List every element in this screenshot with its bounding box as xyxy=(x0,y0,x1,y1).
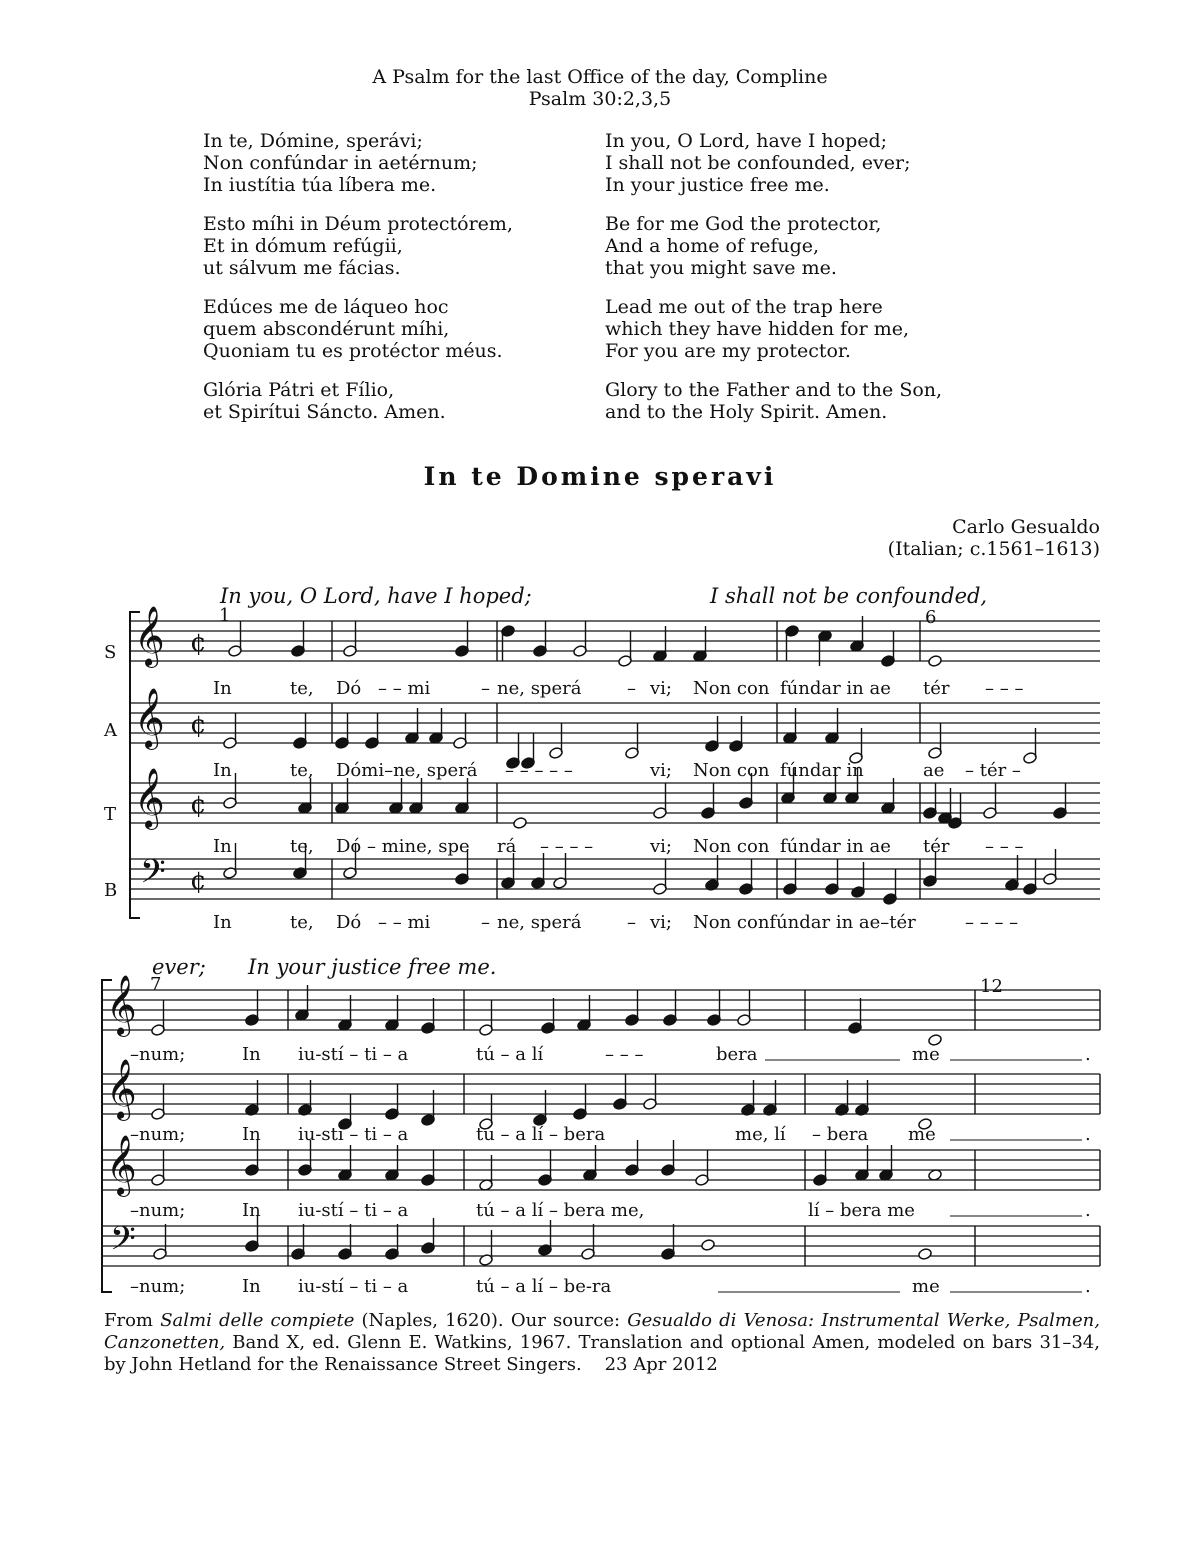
system1-translation-b: I shall not be confounded, xyxy=(710,584,988,608)
note-head xyxy=(701,1239,716,1252)
lyric: – tér – xyxy=(965,760,1021,781)
lyric: tú – a lí xyxy=(476,1044,544,1065)
lyric: bera xyxy=(716,1044,758,1065)
lyric: Dó xyxy=(336,912,362,933)
lyric: fúndar in xyxy=(780,760,864,781)
lyric: –num; xyxy=(130,1200,186,1221)
lyric: – – – – xyxy=(965,912,1019,933)
lyric: – – – xyxy=(985,836,1024,857)
lyric: ne, sperá xyxy=(497,912,582,933)
lyric: vi; xyxy=(650,836,672,857)
lyric: me xyxy=(908,1124,936,1145)
latin-stanza-4: Glória Pátri et Fílio, et Spirítui Sáncto. Amen. xyxy=(203,379,446,423)
lyric: vi; xyxy=(650,912,672,933)
treble-clef-icon: 𝄞 xyxy=(134,768,165,828)
lyric: In xyxy=(242,1200,261,1221)
lyric: –num; xyxy=(130,1044,186,1065)
lyric: te, xyxy=(290,836,314,857)
composer-details: (Italian; c.1561–1613) xyxy=(887,538,1100,560)
system1-bar-number-start: 1 xyxy=(219,605,231,626)
lyric: – – mi xyxy=(378,678,431,699)
english-stanza-1: In you, O Lord, have I hoped; I shall not be confounded, ever; In your justice free me. xyxy=(605,130,911,196)
header-line-1: A Psalm for the last Office of the day, Compline xyxy=(372,66,828,88)
lyric: In xyxy=(213,836,232,857)
lyric: Dó xyxy=(336,678,362,699)
cut-time-icon: ¢ xyxy=(190,790,207,820)
header-line-2: Psalm 30:2,3,5 xyxy=(528,88,672,110)
treble-clef-icon: 𝄞 xyxy=(106,975,137,1035)
system2-bar-number-mid: 12 xyxy=(980,976,1003,997)
lyric: rá xyxy=(497,836,517,857)
lyric: – – – – xyxy=(540,836,594,857)
cut-time-icon: ¢ xyxy=(190,628,207,658)
lyric: – bera xyxy=(812,1124,869,1145)
lyric: In xyxy=(242,1276,261,1297)
lyric: Dó – mine, spe xyxy=(336,836,470,857)
treble-clef-icon: 𝄞 xyxy=(134,688,165,748)
lyric: Non con xyxy=(693,760,770,781)
lyric: – xyxy=(481,678,490,699)
lyric: te, xyxy=(290,760,314,781)
composer-name: Carlo Gesualdo xyxy=(952,516,1100,538)
lyric: me xyxy=(912,1276,940,1297)
system1-translation-a: In you, O Lord, have I hoped; xyxy=(220,584,532,608)
cut-time-icon: ¢ xyxy=(190,866,207,896)
system2-bar-number-start: 7 xyxy=(150,974,162,995)
footer-text-3: Band X, ed. Glenn E. Watkins, 1967. Translation and optional Amen, modeled on bars 31–34, by John Hetland for the Renaissance Street Singers. xyxy=(104,1332,1100,1375)
lyric: In xyxy=(213,678,232,699)
treble-clef-icon: 𝄞 xyxy=(106,1059,137,1119)
lyric: –num; xyxy=(130,1276,186,1297)
lyric: – xyxy=(627,912,636,933)
english-stanza-3: Lead me out of the trap here which they have hidden for me, For you are my protector. xyxy=(605,296,910,362)
note-head xyxy=(513,817,528,830)
latin-stanza-3: Edúces me de láqueo hoc quem abscondérunt míhi, Quoniam tu es protéctor méus. xyxy=(203,296,503,362)
voice-label-soprano: S xyxy=(104,642,117,663)
cut-time-icon: ¢ xyxy=(190,710,207,740)
lyric: . xyxy=(1085,1044,1091,1065)
lyric: te, xyxy=(290,678,314,699)
english-stanza-2: Be for me God the protector, And a home of refuge, that you might save me. xyxy=(605,213,882,279)
voice-label-tenor: T xyxy=(104,804,117,825)
lyric: In xyxy=(213,912,232,933)
lyric: fúndar in ae xyxy=(780,836,891,857)
latin-stanza-2: Esto míhi in Déum protectórem, Et in dómum refúgii, ut sálvum me fácias. xyxy=(203,213,513,279)
lyric: Non con xyxy=(693,836,770,857)
footer-text-1: From xyxy=(104,1310,161,1331)
piece-title: In te Domine speravi xyxy=(423,462,777,491)
lyric: vi; xyxy=(650,760,672,781)
lyric: tér xyxy=(923,678,950,699)
lyric: tér xyxy=(923,836,950,857)
bass-clef-icon: 𝄢 xyxy=(110,1220,136,1266)
lyric: Non confúndar in ae–tér xyxy=(693,912,916,933)
lyric: . xyxy=(1085,1124,1091,1145)
note-head xyxy=(918,1248,933,1261)
treble-clef-icon: 𝄞 xyxy=(106,1135,137,1195)
lyric: lí – bera me xyxy=(808,1200,915,1221)
lyric: tú – a lí – bera xyxy=(476,1124,606,1145)
lyric: Dómi–ne, sperá xyxy=(336,760,478,781)
lyric: iu-stí – ti – a xyxy=(298,1124,409,1145)
voice-label-bass: B xyxy=(104,880,118,901)
system2-translation-a: ever; xyxy=(152,955,206,979)
lyric: iu-stí – ti – a xyxy=(298,1200,409,1221)
lyric: – xyxy=(627,678,636,699)
lyric: vi; xyxy=(650,678,672,699)
lyric: . xyxy=(1085,1200,1091,1221)
lyric: tú – a lí – be-ra xyxy=(476,1276,612,1297)
lyric: – – – xyxy=(605,1044,644,1065)
lyric: . xyxy=(1085,1276,1091,1297)
voice-label-alto: A xyxy=(104,720,117,741)
footer-text-2: (Naples, 1620). Our source: xyxy=(354,1310,628,1331)
lyric: – – – – – xyxy=(505,760,573,781)
lyric: iu-stí – ti – a xyxy=(298,1044,409,1065)
lyric: Non con xyxy=(693,678,770,699)
system1-bar-number-mid: 6 xyxy=(925,607,937,628)
bass-clef-icon: 𝄢 xyxy=(140,853,166,899)
lyric: te, xyxy=(290,912,314,933)
lyric: ne, sperá xyxy=(497,678,582,699)
lyric: In xyxy=(213,760,232,781)
footer-date: 23 Apr 2012 xyxy=(604,1354,718,1375)
footer-source-title: Salmi delle compiete xyxy=(160,1310,355,1331)
note-head xyxy=(928,655,943,668)
lyric: fúndar in ae xyxy=(780,678,891,699)
lyric: ae xyxy=(923,760,945,781)
english-stanza-4: Glory to the Father and to the Son, and to the Holy Spirit. Amen. xyxy=(605,379,943,423)
lyric: me, lí xyxy=(735,1124,786,1145)
treble-clef-icon: 𝄞 xyxy=(134,606,165,666)
lyric: – – – xyxy=(985,678,1024,699)
lyric: –num; xyxy=(130,1124,186,1145)
lyric: In xyxy=(242,1044,261,1065)
lyric: – – mi xyxy=(378,912,431,933)
system2-translation-b: In your justice free me. xyxy=(248,955,497,979)
lyric: iu-stí – ti – a xyxy=(298,1276,409,1297)
lyric: me xyxy=(912,1044,940,1065)
lyric: – xyxy=(481,912,490,933)
latin-stanza-1: In te, Dómine, sperávi; Non confúndar in aetérnum; In iustítia túa líbera me. xyxy=(203,130,478,196)
lyric: In xyxy=(242,1124,261,1145)
source-footer xyxy=(104,1310,1100,1376)
lyric: tú – a lí – bera me, xyxy=(476,1200,645,1221)
footer-edition-title: Gesualdo di Venosa: Instrumental Werke, Psalmen, Canzonetten, xyxy=(104,1310,1100,1353)
